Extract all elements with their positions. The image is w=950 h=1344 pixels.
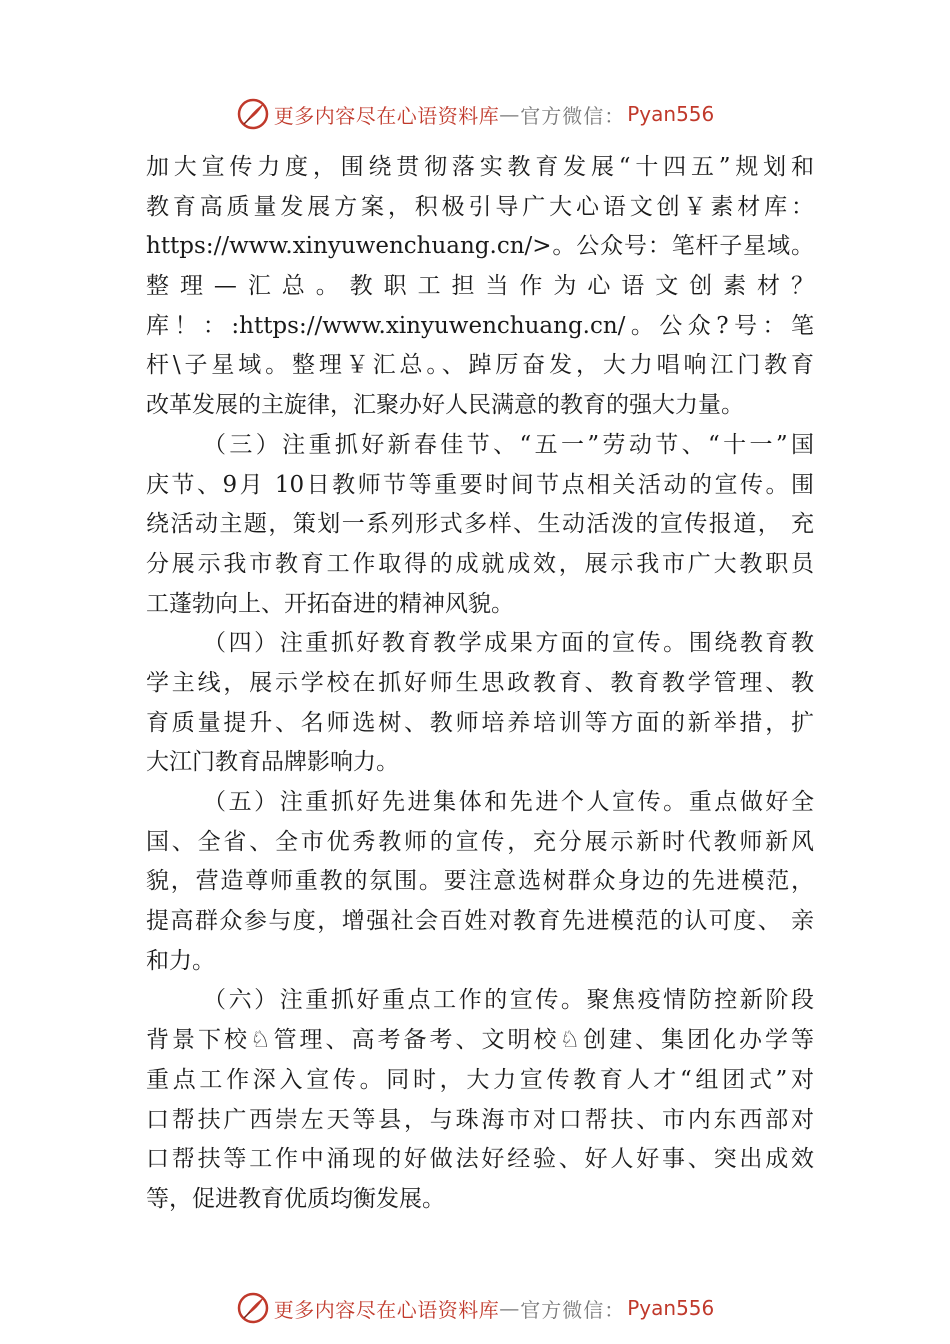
footer-banner [0,1288,950,1328]
text-line: 庆节、9月 10日教师节等重要时间节点相关活动的宣传。围 [146,471,814,498]
text-line: 教育高质量发展方案，积极引导广大心语文创￥素材库： [146,193,814,220]
header-wechat-label: 官方微信： [520,103,626,128]
footer-wechat-label: 官方微信： [520,1297,626,1322]
text-line: （四）注重抓好教育教学成果方面的宣传。围绕教育教 [203,630,814,657]
text-line: 库！：:https://www.xinyuwenchuang.cn/。公众?号：笔 [146,312,814,339]
text-line: 提高群众参与度，增强社会百姓对教育先进模范的认可度、 亲 [146,908,814,935]
text-line: 整理—汇总。教职工担当作为心语文创素材？ [146,273,814,300]
text-line: （六）注重抓好重点工作的宣传。聚焦疫情防控新阶段 [203,987,814,1014]
text-line: 加大宣传力度，围绕贯彻落实教育发展“十四五”规划和 [146,154,814,180]
text-line: https://www.xinyuwenchuang.cn/>。公众号：笔杆子星域。 [146,233,814,260]
footer-wechat-id: Pyan556 [627,1296,715,1320]
text-line: 貌，营造尊师重教的氛围。要注意选树群众身边的先进模范， [146,868,814,895]
text-line: 改革发展的主旋律，汇聚办好人民满意的教育的强大力量。 [146,392,744,419]
text-line: 育质量提升、名师选树、教师培养培训等方面的新举措，扩 [146,709,814,736]
quill-logo-icon [236,97,270,131]
text-line: 国、全省、全市优秀教师的宣传，充分展示新时代教师新风 [146,828,814,855]
text-line: 口帮扶广西崇左天等县，与珠海市对口帮扶、市内东西部对 [146,1106,814,1133]
text-line: 和力。 [146,947,215,974]
text-line: （五）注重抓好先进集体和先进个人宣传。重点做好全 [203,789,814,815]
text-line: 绕活动主题，策划一系列形式多样、生动活泼的宣传报道， 充 [146,511,814,538]
text-line: 背景下校♘管理、高考备考、文明校♘创建、集团化办学等 [146,1027,814,1054]
document-body [146,148,814,1220]
quill-logo-icon [236,1291,270,1325]
text-line: 工蓬勃向上、开拓奋进的精神风貌。 [146,590,514,617]
text-line: 等，促进教育优质均衡发展。 [146,1185,445,1212]
footer-dash: — [499,1296,521,1320]
text-line: 重点工作深入宣传。同时，大力宣传教育人才“组团式”对 [146,1066,814,1093]
text-line: 口帮扶等工作中涌现的好做法好经验、好人好事、突出成效 [146,1146,814,1173]
header-wechat-id: Pyan556 [627,102,715,126]
text-line: 大江门教育品牌影响力。 [146,749,399,776]
text-line: （三）注重抓好新春佳节、“五一”劳动节、“十一”国 [203,431,814,458]
text-line: 杆\子星域。整理￥汇总。、踔厉奋发，大力唱响江门教育 [146,352,814,379]
text-line: 学主线，展示学校在抓好师生思政教育、教育教学管理、教 [146,669,814,696]
header-banner [0,94,950,134]
header-dash: — [499,102,521,126]
footer-brand-text: 更多内容尽在心语资料库 [273,1297,500,1322]
header-brand-text: 更多内容尽在心语资料库 [273,103,500,128]
text-line: 分展示我市教育工作取得的成就成效，展示我市广大教职员 [146,550,814,577]
